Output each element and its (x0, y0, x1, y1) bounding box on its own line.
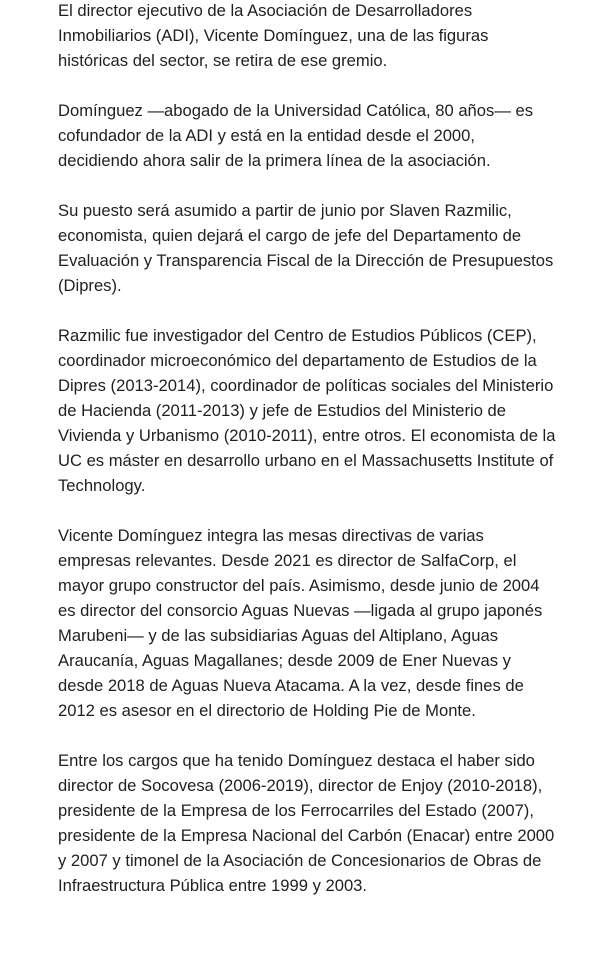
article-paragraph-2: Domínguez —abogado de la Universidad Católica, 80 años— es cofundador de la ADI y está en la entidad desde el 2000, decidiendo ahora salir de la primera línea de la asociación. (58, 101, 534, 170)
article-paragraph-4: Razmilic fue investigador del Centro de Estudios Públicos (CEP), coordinador microeconómico del departamento de Estudios de la Dipres (2013-2014), coordinador de políticas sociales del Ministerio de Hacienda (2011-2013) y jefe de Estudios del Ministerio de Vivienda y Urbanismo (2010-2011), entre otros. El economista de la UC es máster en desarrollo urbano en el Massachusetts Institute of Technology. (58, 326, 556, 495)
article-paragraph-3: Su puesto será asumido a partir de junio por Slaven Razmilic, economista, quien dejará el cargo de jefe del Departamento de Evaluación y Transparencia Fiscal de la Dirección de Presupuestos (Dipres). (58, 201, 554, 295)
article-paragraph-1: El director ejecutivo de la Asociación de Desarrolladores Inmobiliarios (ADI), Vicente Domínguez, una de las figuras históricas del sector, se retira de ese gremio. (58, 1, 489, 70)
article-paragraph-6: Entre los cargos que ha tenido Domínguez destaca el haber sido director de Socovesa (2006-2019), director de Enjoy (2010-2018), presidente de la Empresa de los Ferrocarriles del Estado (2007), presidente de la Empresa Nacional del Carbón (Enacar) entre 2000 y 2007 y timonel de la Asociación de Concesionarios de Obras de Infraestructura Pública entre 1999 y 2003. (58, 751, 555, 895)
article-paragraph-5: Vicente Domínguez integra las mesas directivas de varias empresas relevantes. Desde 2021 es director de SalfaCorp, el mayor grupo constructor del país. Asimismo, desde junio de 2004 es director del consorcio Aguas Nuevas —ligada al grupo japonés Marubeni— y de las subsidiarias Aguas del Altiplano, Aguas Araucanía, Aguas Magallanes; desde 2009 de Ener Nuevas y desde 2018 de Aguas Nueva Atacama. A la vez, desde fines de 2012 es asesor en el directorio de Holding Pie de Monte. (58, 526, 543, 720)
article-body (58, 0, 558, 923)
